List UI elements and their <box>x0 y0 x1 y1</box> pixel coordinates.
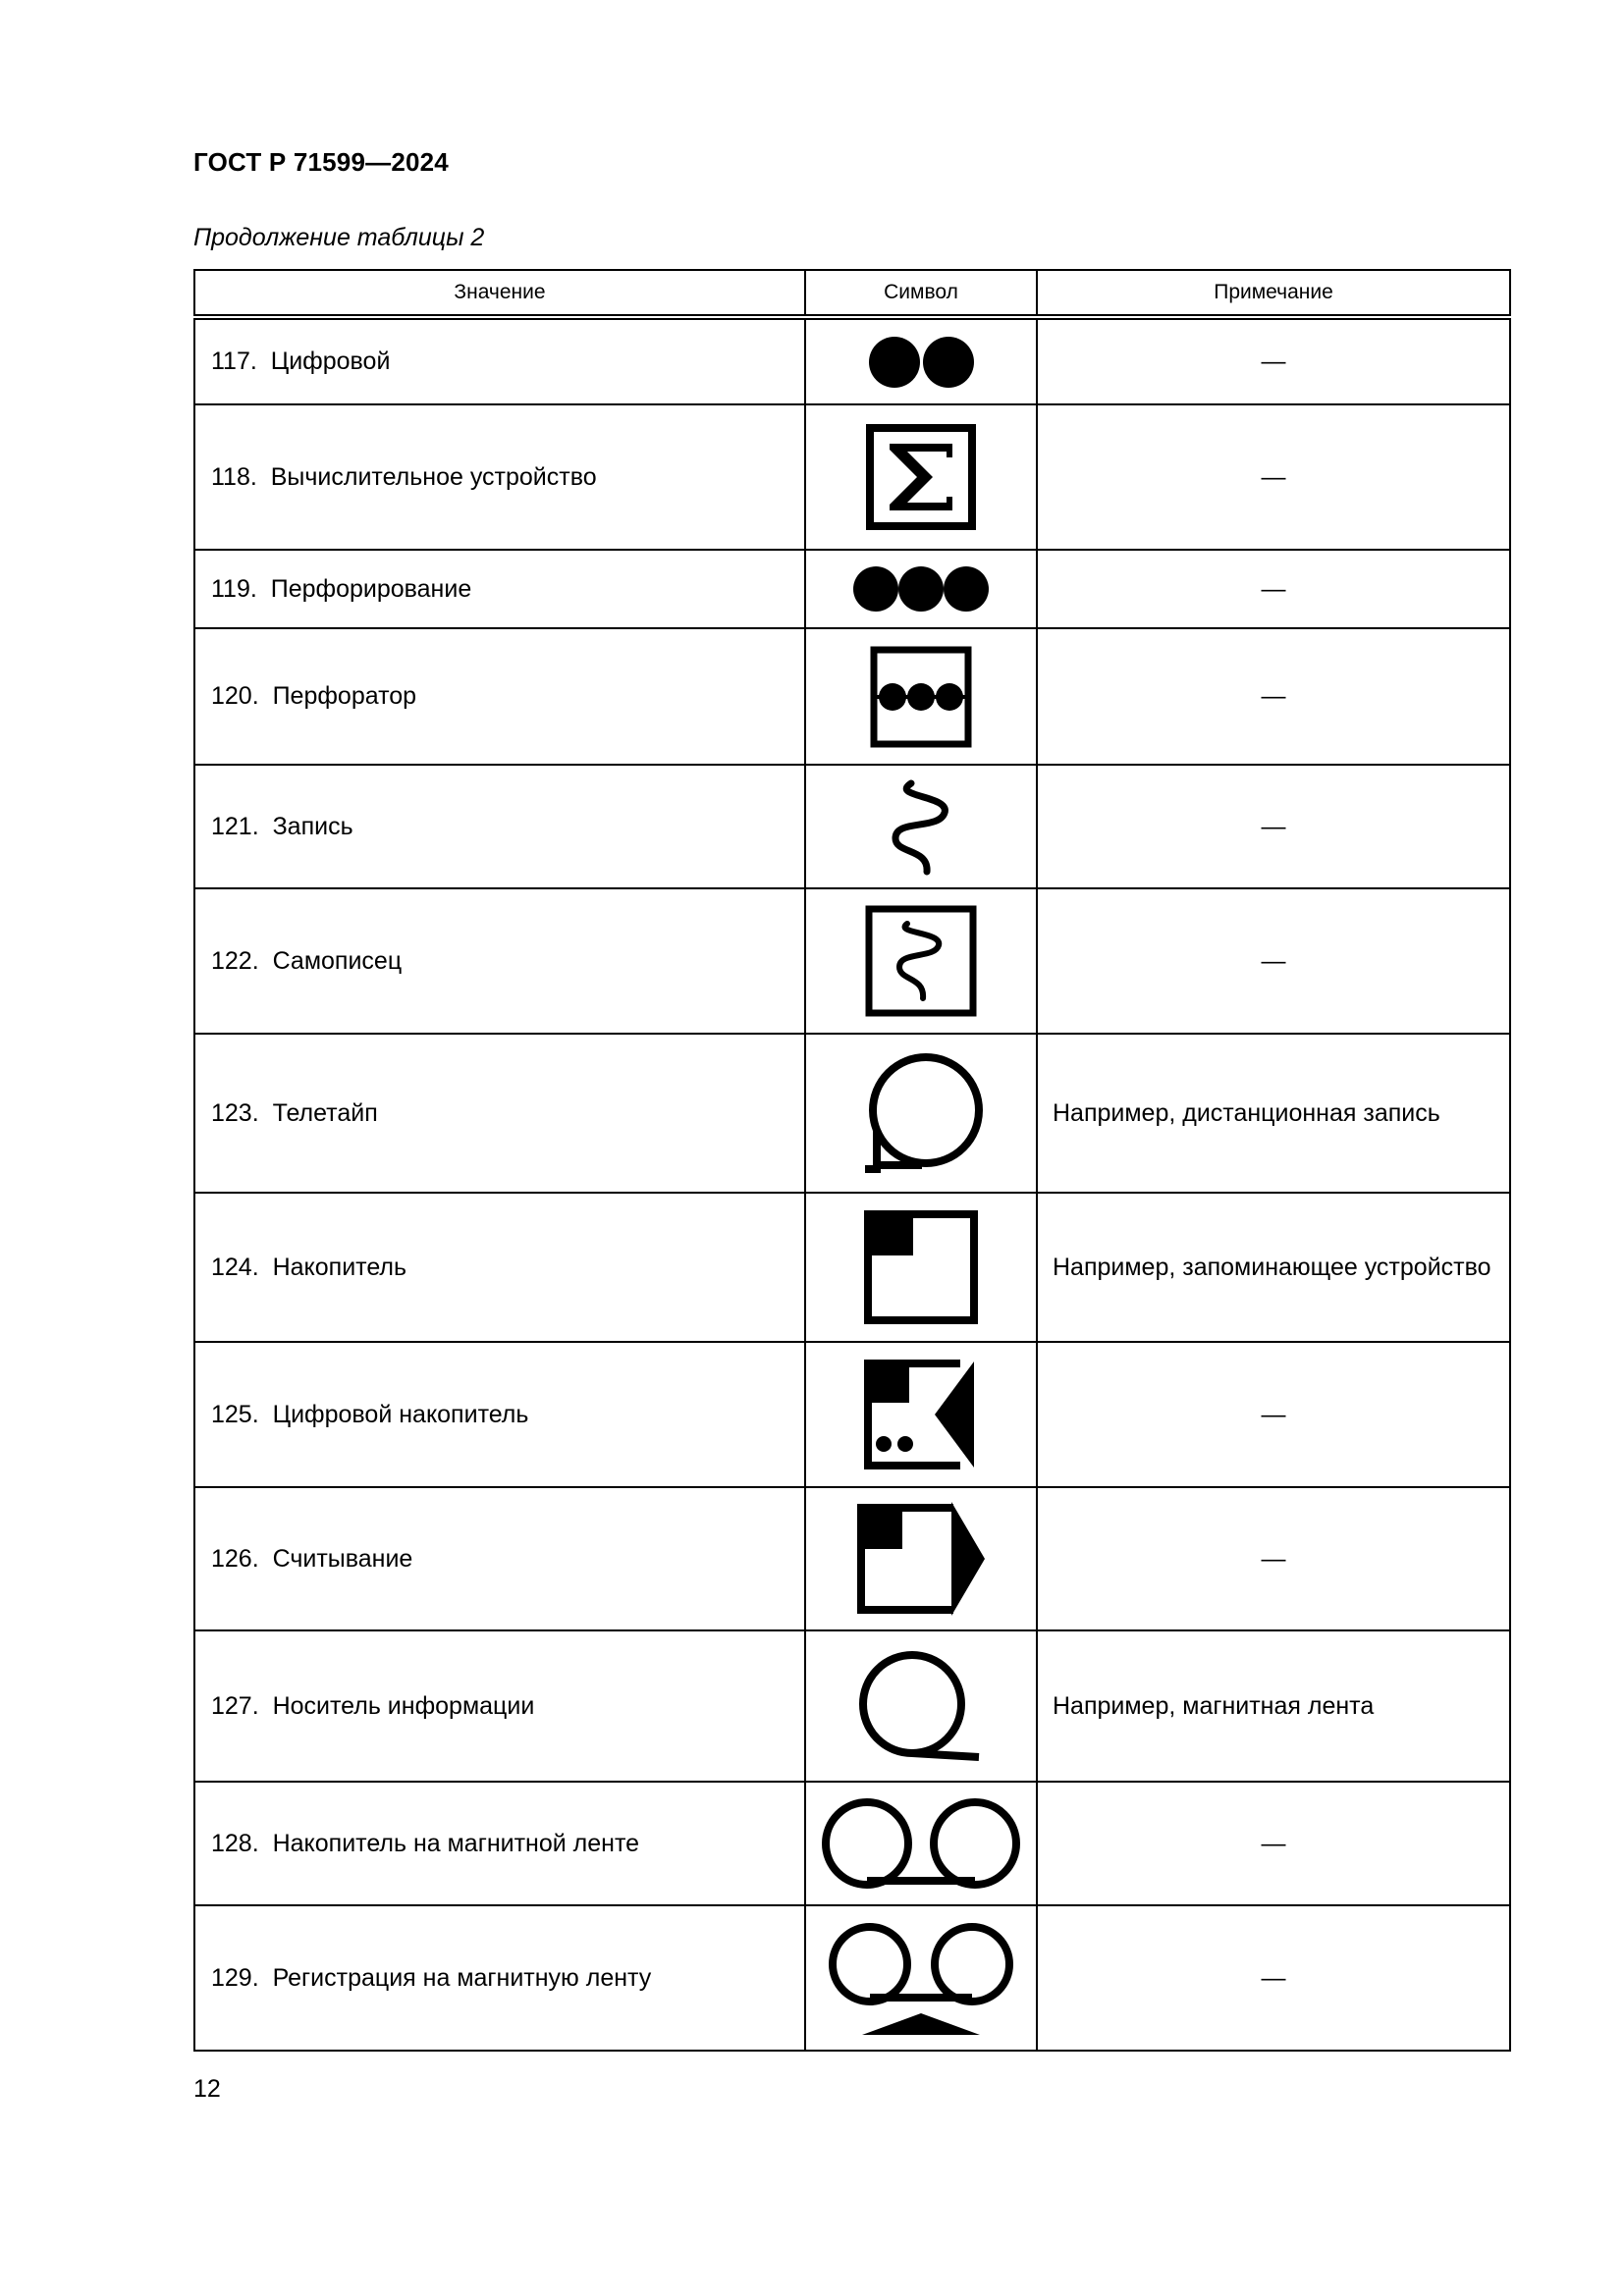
column-header-symbol: Символ <box>805 270 1037 317</box>
row-number: 119. <box>211 574 257 603</box>
row-label: Самописец <box>272 946 403 975</box>
row-note: Например, дистанционная запись <box>1037 1034 1510 1193</box>
table-row <box>194 888 1510 1034</box>
row-label: Носитель информации <box>272 1691 535 1720</box>
table-row <box>194 317 1510 404</box>
row-number: 125. <box>211 1400 259 1428</box>
symbols-table <box>193 269 1511 2052</box>
row-value <box>194 1630 805 1782</box>
row-symbol <box>805 628 1037 765</box>
row-number: 124. <box>211 1253 259 1281</box>
recording-icon <box>882 777 960 876</box>
row-symbol <box>805 1034 1037 1193</box>
row-value <box>194 1034 805 1193</box>
row-label: Регистрация на магнитную ленту <box>272 1963 652 1992</box>
table-row <box>194 1487 1510 1630</box>
row-label: Перфоратор <box>272 682 417 710</box>
row-label: Считывание <box>272 1544 413 1573</box>
computing-device-icon <box>864 422 978 532</box>
row-number: 127. <box>211 1691 259 1720</box>
row-note: — <box>1037 1342 1510 1487</box>
document-id: ГОСТ Р 71599—2024 <box>193 147 449 177</box>
row-label: Накопитель на магнитной ленте <box>272 1829 640 1857</box>
table-row <box>194 628 1510 765</box>
row-note: Например, магнитная лента <box>1037 1630 1510 1782</box>
row-symbol <box>805 1905 1037 2051</box>
row-symbol <box>805 888 1037 1034</box>
row-number: 121. <box>211 812 259 840</box>
row-label: Накопитель <box>272 1253 407 1281</box>
row-symbol <box>805 1487 1037 1630</box>
digital-storage-icon <box>862 1358 980 1471</box>
table-caption: Продолжение таблицы 2 <box>193 224 485 251</box>
magnetic-tape-storage-icon <box>818 1794 1024 1893</box>
row-value <box>194 1905 805 2051</box>
row-symbol <box>805 1782 1037 1905</box>
row-symbol <box>805 1630 1037 1782</box>
table-row <box>194 1630 1510 1782</box>
row-value <box>194 1342 805 1487</box>
perforator-icon <box>869 645 973 749</box>
row-number: 117. <box>211 347 257 375</box>
row-note: — <box>1037 1782 1510 1905</box>
row-note: — <box>1037 888 1510 1034</box>
row-value <box>194 1782 805 1905</box>
row-label: Запись <box>272 812 353 840</box>
perforation-icon <box>852 564 990 614</box>
table-row <box>194 765 1510 888</box>
row-value <box>194 1193 805 1342</box>
row-value <box>194 1487 805 1630</box>
row-symbol <box>805 404 1037 550</box>
row-number: 129. <box>211 1963 259 1992</box>
row-symbol <box>805 765 1037 888</box>
table-row <box>194 1905 1510 2051</box>
page-number: 12 <box>193 2075 221 2103</box>
row-label: Телетайп <box>272 1098 378 1127</box>
table-row <box>194 550 1510 628</box>
row-number: 126. <box>211 1544 259 1573</box>
reading-icon <box>855 1502 987 1616</box>
row-value <box>194 317 805 404</box>
row-label: Цифровой накопитель <box>272 1400 529 1428</box>
row-number: 122. <box>211 946 259 975</box>
row-symbol <box>805 1193 1037 1342</box>
row-symbol <box>805 1342 1037 1487</box>
column-header-note: Примечание <box>1037 270 1510 317</box>
magnetic-tape-recording-icon <box>823 1919 1019 2037</box>
row-number: 118. <box>211 462 257 491</box>
data-carrier-icon <box>857 1647 985 1765</box>
table-row <box>194 1034 1510 1193</box>
row-note: — <box>1037 404 1510 550</box>
row-value <box>194 628 805 765</box>
row-symbol <box>805 550 1037 628</box>
row-number: 123. <box>211 1098 259 1127</box>
row-label: Цифровой <box>270 347 391 375</box>
row-note: — <box>1037 317 1510 404</box>
teletype-icon <box>857 1049 985 1177</box>
row-value <box>194 550 805 628</box>
storage-icon <box>862 1208 980 1326</box>
table-row <box>194 1782 1510 1905</box>
row-note: — <box>1037 628 1510 765</box>
digital-icon <box>862 333 980 392</box>
row-note: Например, запоминающее устройство <box>1037 1193 1510 1342</box>
recorder-icon <box>864 904 978 1018</box>
row-number: 128. <box>211 1829 259 1857</box>
row-label: Перфорирование <box>270 574 472 603</box>
table-row <box>194 1193 1510 1342</box>
row-note: — <box>1037 1905 1510 2051</box>
table-header-row <box>194 270 1510 317</box>
row-value <box>194 888 805 1034</box>
row-value <box>194 765 805 888</box>
row-note: — <box>1037 1487 1510 1630</box>
table-row <box>194 404 1510 550</box>
row-symbol <box>805 317 1037 404</box>
row-label: Вычислительное устройство <box>270 462 597 491</box>
row-value <box>194 404 805 550</box>
table-row <box>194 1342 1510 1487</box>
column-header-value: Значение <box>194 270 805 317</box>
row-note: — <box>1037 765 1510 888</box>
row-number: 120. <box>211 682 259 710</box>
row-note: — <box>1037 550 1510 628</box>
